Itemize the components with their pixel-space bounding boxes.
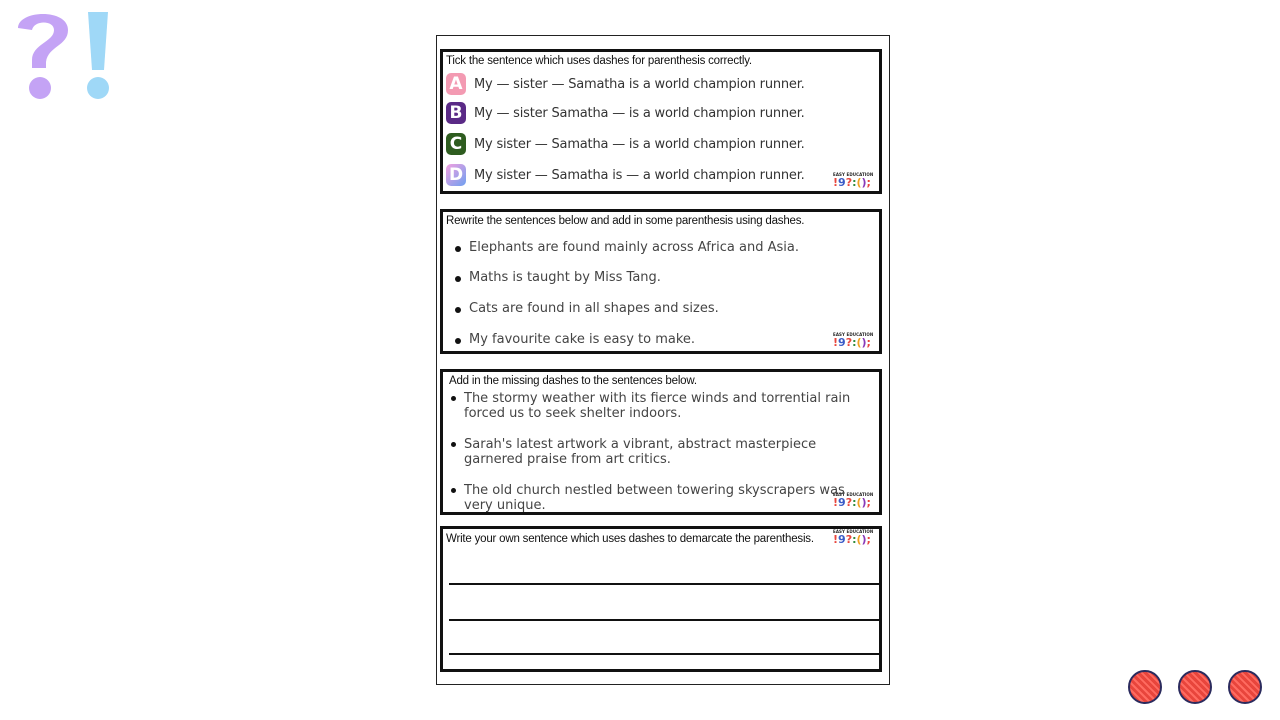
writing-line[interactable] [449, 619, 881, 621]
option-text: My — sister — Samatha is a world champion runner. [474, 76, 805, 92]
item-line: very unique. [464, 498, 546, 513]
option-a[interactable] [446, 72, 805, 96]
item-line: The old church nestled between towering skyscrapers was [464, 483, 845, 498]
item-line: The stormy weather with its fierce winds and torrential rain [464, 391, 851, 406]
option-c[interactable] [446, 132, 805, 156]
brand-glyphs-icon: ! 9 ? : ( ) ; [833, 336, 871, 349]
bullet-icon [455, 276, 461, 282]
item-text: Cats are found in all shapes and sizes. [469, 301, 719, 316]
item-line: Sarah's latest artwork a vibrant, abstract masterpiece [464, 437, 817, 452]
item-line: forced us to seek shelter indoors. [464, 406, 682, 421]
option-letter: C [446, 133, 466, 155]
brand-glyphs-icon: ! 9 ? : ( ) ; [833, 496, 871, 509]
bullet-icon [451, 396, 456, 401]
brand-logo [833, 172, 877, 192]
bullet-icon [455, 307, 461, 313]
list-item [455, 270, 661, 285]
item-text: Elephants are found mainly across Africa and Asia. [469, 240, 799, 255]
brand-logo [833, 529, 877, 549]
list-item [451, 391, 851, 421]
item-text: Maths is taught by Miss Tang. [469, 270, 661, 285]
brand-glyphs-icon: ! 9 ? : ( ) ; [833, 533, 871, 546]
option-letter: A [446, 73, 466, 95]
list-item [451, 483, 851, 513]
list-item [455, 301, 719, 316]
brand-logo [833, 492, 877, 512]
list-item [455, 332, 695, 347]
brand-label: EASY EDUCATION [833, 492, 874, 497]
missing-dashes-section [440, 369, 882, 515]
option-text: My sister — Samatha — is a world champion runner. [474, 136, 805, 152]
section-heading: Write your own sentence which uses dashes to demarcate the parenthesis. [446, 533, 814, 545]
rewrite-section [440, 209, 882, 354]
nav-dot-button[interactable] [1228, 670, 1262, 704]
brand-glyphs-icon: ! 9 ? : ( ) ; [833, 176, 871, 189]
item-text: My favourite cake is easy to make. [469, 332, 696, 347]
section-heading: Tick the sentence which uses dashes for parenthesis correctly. [446, 55, 752, 67]
section-heading: Add in the missing dashes to the sentences below. [449, 375, 697, 387]
option-b[interactable] [446, 101, 805, 125]
writing-line[interactable] [449, 583, 881, 585]
list-item [451, 437, 851, 467]
section-heading: Rewrite the sentences below and add in some parenthesis using dashes. [446, 215, 805, 227]
bullet-icon [451, 442, 456, 447]
bullet-icon [455, 338, 461, 344]
tick-sentence-section [440, 49, 882, 194]
item-line: garnered praise from art critics. [464, 452, 671, 467]
navigation-dots [1128, 670, 1262, 704]
option-letter: D [446, 164, 466, 186]
bullet-icon [451, 488, 456, 493]
write-own-section [440, 526, 882, 672]
brand-label: EASY EDUCATION [833, 529, 874, 534]
brand-label: EASY EDUCATION [833, 332, 874, 337]
question-exclamation-icon [12, 6, 122, 106]
bullet-icon [455, 246, 461, 252]
nav-dot-button[interactable] [1128, 670, 1162, 704]
option-text: My — sister Samatha — is a world champion runner. [474, 105, 805, 121]
list-item [455, 240, 799, 255]
option-text: My sister — Samatha is — a world champion runner. [474, 167, 805, 183]
option-letter: B [446, 102, 466, 124]
writing-line[interactable] [449, 653, 881, 655]
nav-dot-button[interactable] [1178, 670, 1212, 704]
option-d[interactable] [446, 163, 805, 187]
worksheet [436, 35, 890, 685]
brand-logo [833, 332, 877, 352]
brand-label: EASY EDUCATION [833, 172, 874, 177]
